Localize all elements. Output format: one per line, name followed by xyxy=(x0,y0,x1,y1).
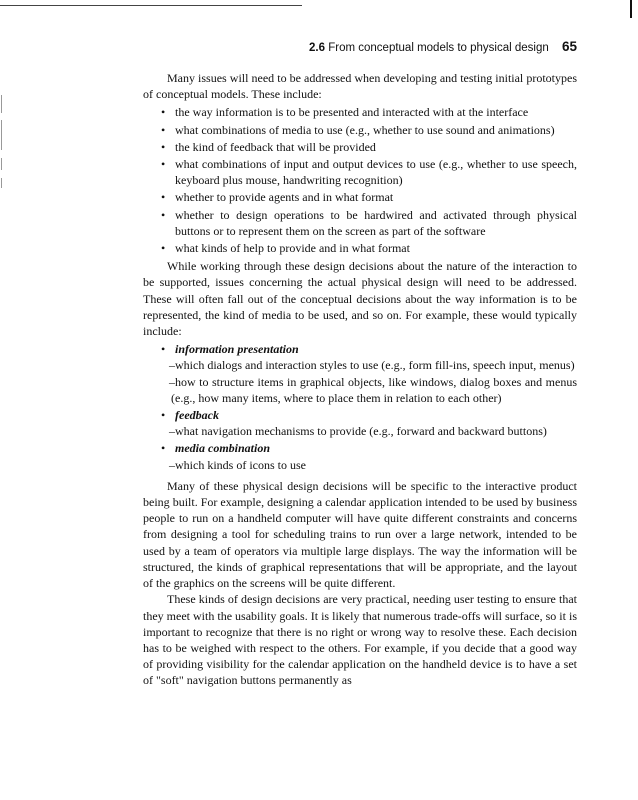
topic-subitem: –how to structure items in graphical objects, like windows, dialog boxes and menus (e.g., how many items, where to place them in relation to each other) xyxy=(169,374,577,405)
page-edge-mark xyxy=(630,0,632,18)
page-body xyxy=(143,70,577,689)
physical-design-paragraph: While working through these design decisions about the nature of the interaction to be supported, issues concerning the actual physical design will need to be addressed. These will often fall out of the conceptual decisions about the way information is to be represented, the kind of media to be used, and so on. For example, these would typically include: xyxy=(143,259,577,339)
topic-heading: information presentation xyxy=(175,342,299,357)
top-rule xyxy=(0,5,302,6)
list-item: • whether to design operations to be hardwired and activated through physical buttons or to represent them on the screen as part of the software xyxy=(161,207,577,238)
topic-heading: feedback xyxy=(175,408,219,423)
list-item: • what combinations of input and output devices to use (e.g., whether to use speech, keyboard plus mouse, handwriting recognition) xyxy=(161,157,577,188)
page-number: 65 xyxy=(561,39,577,54)
list-item: • the way information is to be presented and interacted with at the interface xyxy=(161,105,529,120)
topic-subitem: –which dialogs and interaction styles to use (e.g., form fill-ins, speech input, menus) xyxy=(169,358,575,373)
topic-subitem: –what navigation mechanisms to provide (e.g., forward and backward buttons) xyxy=(169,424,547,439)
margin-mark xyxy=(1,120,2,150)
margin-mark xyxy=(1,158,2,170)
running-header xyxy=(0,39,577,54)
topic-subitem: –which kinds of icons to use xyxy=(169,457,306,472)
section-title: From conceptual models to physical design xyxy=(328,42,549,54)
topic-information-presentation: • information presentation –which dialogs and interaction styles to use (e.g., form fill-ins, speech input, menus) –how to structure items in graphical objects, like windows, dialog boxes and menus (e.g., how many items, where to place them in relation to each other) xyxy=(161,342,577,405)
specific-paragraph: Many of these physical design decisions will be specific to the interactive product being built. For example, designing a calendar application intended to be used by business people to run on a handheld computer will have quite different constraints and concerns from designing a tool for scheduling trains to run over a large network, intended to be used by a team of operators via multiple large displays. The way the information will be structured, the kinds of graphical representations that will be appropriate, and the layout of the graphics on the screens will be quite different. xyxy=(143,478,577,591)
margin-mark xyxy=(1,178,2,188)
closing-paragraph: These kinds of design decisions are very practical, needing user testing to ensure that they meet with the usability goals. It is likely that numerous trade-offs will surface, so it is important to recognize that there is no right or wrong way to resolve these. Each decision has to be weighed with respect to the others. For example, if you decide that a good way of providing visibility for the calendar application on the handheld device is to have a set of "soft" navigation buttons permanently as xyxy=(143,592,577,688)
list-item: • what combinations of media to use (e.g., whether to use sound and animations) xyxy=(161,122,555,137)
intro-paragraph: Many issues will need to be addressed when developing and testing initial prototypes of conceptual models. These include: xyxy=(143,71,577,102)
issues-list xyxy=(143,104,577,256)
topic-heading: media combination xyxy=(175,441,271,456)
design-topics-list xyxy=(143,341,577,473)
list-item: • whether to provide agents and in what format xyxy=(161,190,394,205)
list-item: • the kind of feedback that will be provided xyxy=(161,139,376,154)
margin-mark xyxy=(1,95,2,113)
list-item: • what kinds of help to provide and in what format xyxy=(161,241,410,256)
topic-feedback: • feedback –what navigation mechanisms to provide (e.g., forward and backward buttons) xyxy=(143,407,577,439)
section-number: 2.6 xyxy=(309,42,326,54)
topic-media-combination: • media combination –which kinds of icons to use xyxy=(143,440,577,472)
